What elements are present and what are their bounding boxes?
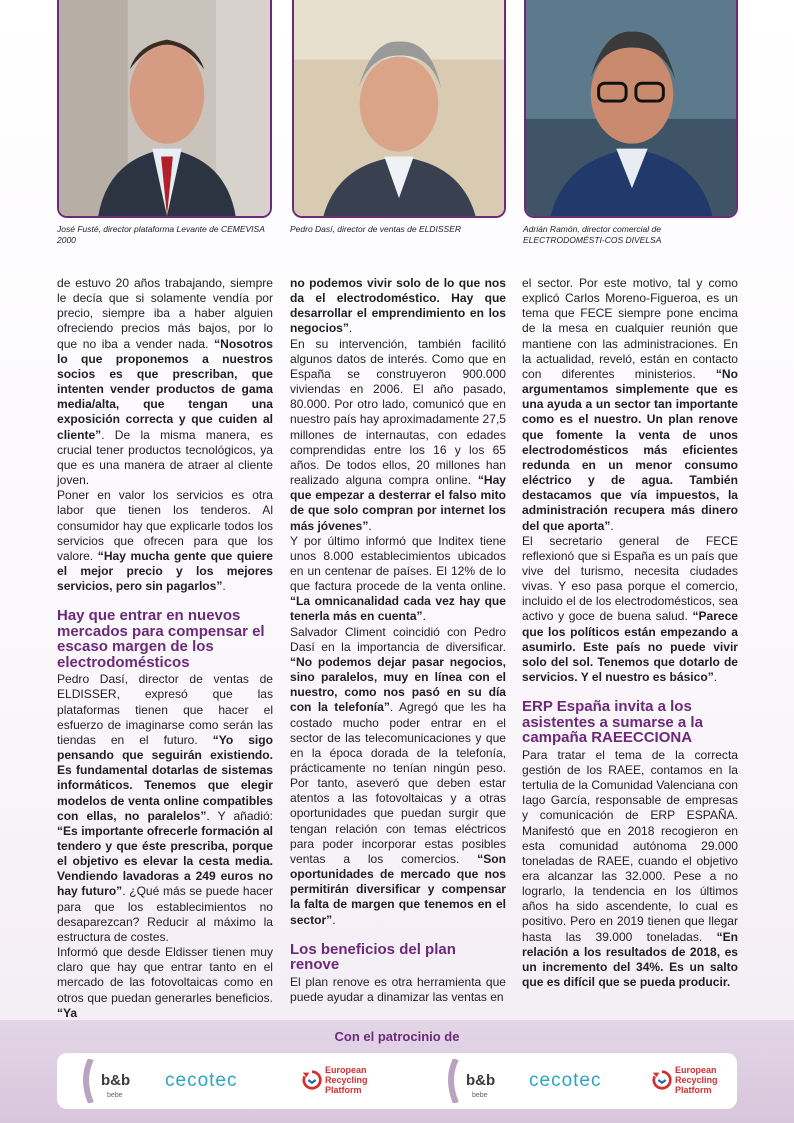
paragraph: Pedro Dasí, director de ventas de ELDISSER, expresó que las plataformas tienen que hacer el esfuerzo de imaginarse como serán las tiendas en el futuro. “Yo sigo pensando que seguirán existiendo. Es fundamental dotarlas de sistemas informáticos. Tenemos que elegir modelos de venta online compatibles con ellas, no paralelos”. Y añadió: “Es importante ofrecerle formación al tendero y que éste prescriba, porque el objetivo es elevar la cesta media. Vendiendo lavadoras a 249 euros no hay futuro”. ¿Qué más se puede hacer para que los establecimientos no desaparezcan? Reducir al máximo la estructura de costes. (57, 672, 274, 944)
erp-logo-text: European Recycling Platform (325, 1065, 368, 1095)
paragraph: el sector. Por este motivo, tal y como explicó Carlos Moreno-Figueroa, es un tema que FECE siempre pone encima de la mesa en cualquier reunión que mantiene con las administraciones. En la actualidad, reveló, están en contacto con diferentes ministerios. “No argumentamos simplemente que es una ayuda a un sector tan importante como es el nuestro. Un plan renove que fomente la venta de unos electrodomésticos más eficientes redunda en un menor consumo eléctrico y de agua. También destacamos que vía impuestos, la administración recupera más dinero del que aporta”. (522, 276, 738, 533)
sponsor-title: Con el patrocinio de (334, 1029, 460, 1044)
erp-logo-text: European Recycling Platform (675, 1065, 718, 1095)
caption-photo-2: Pedro Dasí, director de ventas de ELDISSER (290, 224, 462, 234)
cecotec-logo[interactable]: cecotec (165, 1070, 238, 1091)
article-column-3 (522, 276, 738, 990)
bb-logo-subtext: bebe (472, 1092, 488, 1099)
erp-logo[interactable] (649, 1059, 759, 1103)
recycle-icon (301, 1069, 323, 1091)
article-column-1 (57, 276, 273, 1021)
recycle-icon (651, 1069, 673, 1091)
photo-adrian-ramon (524, 0, 738, 218)
paragraph: Informó que desde Eldisser tienen muy claro que hay que entrar tanto en el mercado de las fotovoltaicas como en otros que puedan generarles beneficios. “Ya (57, 945, 273, 1020)
paragraph: Poner en valor los servicios es otra labor que tienen los tenderos. Al consumidor hay que explicarle todos los servicios que ofrecen para que los valore. “Hay mucha gente que quiere el mejor precio y los mejores servicios, pero sin pagarlos”. (57, 488, 273, 594)
photo-jose-fuste (57, 0, 272, 218)
cecotec-logo[interactable]: cecotec (529, 1070, 602, 1091)
erp-logo[interactable] (299, 1059, 409, 1103)
paragraph: En su intervención, también facilitó algunos datos de interés. Como que en España se construyeron 900.000 viviendas en 2006. El año pasado, 80.000. Por otro lado, comunicó que en nuestro país hay aproximadamente 27,5 millones de internautas, con edades comprendidas entre los 16 y los 65 años. De todos ellos, 20 millones han realizado alguna compra online. “Hay que empezar a desterrar el falso mito de que solo compran por internet los más jóvenes”. (290, 336, 506, 533)
bb-logo-mark (77, 1059, 137, 1103)
paragraph: Para tratar el tema de la correcta gestión de los RAEE, contamos en la tertulia de la Comunidad Valenciana con Iago García, responsable de empresas y comunicación de ERP ESPAÑA. Manifestó que en 2018 recogieron en esta comunidad autónoma 29.000 toneladas de RAEE, cuando el objetivo era alcanzar las 32.000. Pese a no lograrlo, la tendencia en los últimos años ha sido ascendente, lo cual es positivo. Pero en 2019 tienen que llegar hasta las 39.000 toneladas. “En relación a los resultados de 2018, es un incremento del 34%. Es un salto que es difícil que se pueda producir. (522, 747, 738, 990)
caption-photo-1: José Fusté, director plataforma Levante de CEMEVISA 2000 (57, 224, 265, 245)
paragraph: El secretario general de FECE reflexionó que si España es un país que vive del turismo, necesita ciudades vivas. Y eso pasa porque el comercio, incluido el de los electrodomésticos, sea activo y goce de buena salud. “Parece que los políticos están empezando a asumirlo. Este país no puede vivir solo del sol. Tenemos que dotarlo de servicios. Y el nuestro es básico”. (522, 533, 738, 685)
paragraph: Salvador Climent coincidió con Pedro Dasí en la importancia de diversificar. “No podemos dejar pasar negocios, sino paralelos, muy en línea con el nuestro, como nos pasó en su día con la telefonía”. Agregó que les ha costado mucho poder entrar en el sector de las telecomunicaciones y que en la época dorada de la telefonía, prácticamente no tenían ningún peso. Por tanto, aseveró que deben estar atentos a las fotovoltaicas y a otras oportunidades que puedan surgir que tengan relación con temas eléctricos para poder incorporar estas posibles ventas a los comercios. “Son oportunidades de mercado que nos permitirán diversificar y compensar la falta de margen que tenemos en el sector”. (290, 624, 506, 927)
paragraph: El plan renove es otra herramienta que puede ayudar a dinamizar las ventas en (290, 974, 506, 1004)
bb-logo[interactable] (442, 1059, 502, 1103)
bb-logo-mark (442, 1059, 502, 1103)
section-heading: Hay que entrar en nuevos mercados para compensar el escaso margen de los electrodomésticos (57, 607, 265, 671)
bb-logo-subtext: bebe (107, 1092, 123, 1099)
paragraph: de estuvo 20 años trabajando, siempre le decía que si solamente vendía por precio, siempre iba a haber alguien ofreciendo precios más bajos, por lo que no iba a vender nada. “Nosotros lo que proponemos a nuestros socios es que prescriban, que intenten vender productos de gama media/alta, que tengan una exposición correcta y que cuiden al cliente”. De la misma manera, es crucial tener productos tecnológicos, ya que es una manera de atraer al cliente joven. (57, 276, 273, 488)
bb-logo[interactable] (77, 1059, 137, 1103)
article-column-2 (290, 276, 506, 1005)
caption-photo-3: Adrián Ramón, director comercial de ELECTRODOMÉSTI-COS DIVELSA (523, 224, 662, 245)
bb-logo-text: b&b (466, 1072, 496, 1089)
section-heading: ERP España invita a los asistentes a sumarse a la campaña RAEECCIONA (522, 698, 703, 747)
paragraph: no podemos vivir solo de lo que nos da el electrodoméstico. Hay que desarrollar el emprendimiento en los negocios”. (290, 276, 506, 336)
photo-pedro-dasi (292, 0, 506, 218)
sponsor-logos (57, 1053, 737, 1109)
bb-logo-text: b&b (101, 1072, 131, 1089)
section-heading: Los beneficios del plan renove (290, 940, 456, 974)
paragraph: Y por último informó que Inditex tiene unos 8.000 establecimientos ubicados en un centenar de países. El 12% de lo que factura procede de la venta online. “La omnicanalidad cada vez hay que tenerla más en cuenta”. (290, 533, 506, 624)
